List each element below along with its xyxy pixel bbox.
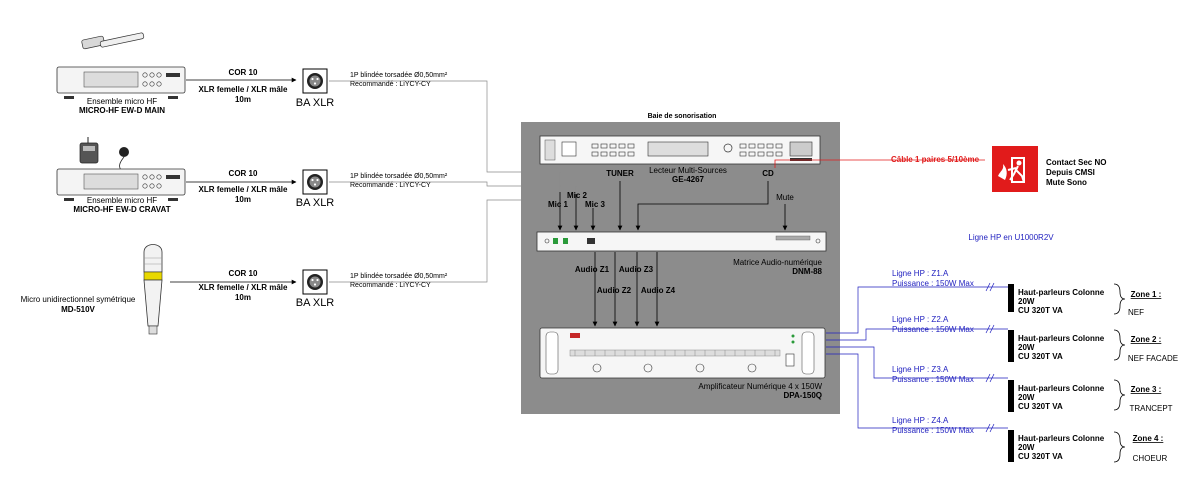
lavalier-mic-icon [119, 147, 129, 170]
zone-3-spk-model: CU 320T VA [1018, 402, 1063, 411]
zone-1-spk-w: 20W [1018, 297, 1035, 306]
zone-3-spk-name: Haut-parleurs Colonne [1018, 384, 1105, 393]
column-speaker-icon [1008, 430, 1014, 462]
amp-model: DPA-150Q [783, 391, 822, 400]
zone-2-label: NEF FACADE [1127, 354, 1179, 363]
zone-1-line: Ligne HP : Z1.A [892, 269, 949, 278]
speaker-lines [826, 269, 1008, 435]
xlr-box-2 [303, 170, 327, 194]
xlr-box-1-label: BA XLR [295, 97, 335, 109]
matrix-out-z4: Audio Z4 [640, 286, 676, 295]
fire-cable-label: Câble 1 paires 5/10ème [890, 155, 980, 164]
handheld-mic-icon [81, 32, 144, 49]
cable-3-type: XLR femelle / XLR mâle [198, 283, 288, 292]
cable-3-length: 10m [234, 293, 252, 302]
zone-2-power: Puissance : 150W Max [892, 325, 974, 334]
zone-1-power: Puissance : 150W Max [892, 279, 974, 288]
matrix-input-mic2: Mic 2 [566, 191, 588, 200]
speaker-zone-1 [1008, 284, 1161, 317]
matrix-input-mic1: Mic 1 [547, 200, 569, 209]
matrix-model: DNM-88 [792, 267, 822, 276]
fire-contact-line-1: Contact Sec NO [1046, 158, 1107, 167]
xlr-box-1 [303, 69, 327, 93]
matrix-out-z2: Audio Z2 [596, 286, 632, 295]
player-output-tuner: TUNER [606, 169, 634, 178]
amp-name: Amplificateur Numérique 4 x 150W [698, 382, 822, 391]
matrix-name: Matrice Audio-numérique [733, 258, 822, 267]
fire-contact-line-2: Depuis CMSI [1046, 168, 1095, 177]
zone-3-title: Zone 3 : [1130, 385, 1162, 394]
xlr-box-3-label: BA XLR [295, 297, 335, 309]
matrix-mute-label: Mute [776, 193, 794, 202]
cable-1-length: 10m [234, 95, 252, 104]
matrix-out-z1: Audio Z1 [574, 265, 610, 274]
cable-2-length: 10m [234, 195, 252, 204]
speaker-zone-3 [1008, 380, 1173, 413]
rack-title: Baie de sonorisation [647, 113, 717, 120]
zone-1-label: NEF [1128, 308, 1144, 317]
zone-4-spk-w: 20W [1018, 443, 1035, 452]
hf-receiver-unit [57, 67, 185, 99]
wire-1-spec: 1P blindée torsadée Ø0,50mm² [350, 72, 448, 79]
bodypack-icon [80, 137, 98, 163]
matrix-input-mic3: Mic 3 [584, 200, 606, 209]
amp-vents [575, 350, 775, 356]
column-speaker-icon [1008, 380, 1014, 412]
source-2-model: MICRO-HF EW-D CRAVAT [73, 205, 171, 214]
wire-3-reco: Recommandé : LiYCY-CY [350, 282, 431, 289]
column-speaker-icon [1008, 330, 1014, 362]
player-model: GE-4267 [671, 175, 705, 184]
cable-2-name: COR 10 [228, 169, 258, 178]
zone-4-spk-name: Haut-parleurs Colonne [1018, 434, 1105, 443]
cable-3-name: COR 10 [228, 269, 258, 278]
fire-contact-line-3: Mute Sono [1046, 178, 1087, 187]
cable-2-type: XLR femelle / XLR mâle [198, 185, 288, 194]
xlr-box-2-label: BA XLR [295, 197, 335, 209]
zone-3-power: Puissance : 150W Max [892, 375, 974, 384]
source-hf-cravat [57, 137, 185, 214]
speaker-zone-2 [1008, 330, 1178, 363]
player-name: Lecteur Multi-Sources [649, 166, 727, 175]
ba-xlr-boxes [296, 69, 335, 309]
source-2-name: Ensemble micro HF [86, 196, 158, 205]
xlr-box-3 [303, 270, 327, 294]
zone-2-title: Zone 2 : [1130, 335, 1162, 344]
player-output-cd: CD [762, 169, 774, 178]
wire-3-spec: 1P blindée torsadée Ø0,50mm² [350, 273, 448, 280]
source-1-name: Ensemble micro HF [86, 97, 158, 106]
source-hf-main [57, 32, 185, 115]
hp-line-note: Ligne HP en U1000R2V [968, 233, 1054, 242]
zone-3-label: TRANCEPT [1129, 404, 1173, 413]
speaker-zone-4 [1008, 430, 1168, 463]
zone-4-title: Zone 4 : [1132, 434, 1164, 443]
zone-3-line: Ligne HP : Z3.A [892, 365, 949, 374]
zone-4-power: Puissance : 150W Max [892, 426, 974, 435]
source-3-name: Micro unidirectionnel symétrique [20, 295, 136, 304]
zone-2-spk-model: CU 320T VA [1018, 352, 1063, 361]
source-3-model: MD-510V [61, 305, 95, 314]
zone-1-title: Zone 1 : [1130, 290, 1162, 299]
wired-mic-icon [144, 245, 162, 335]
zone-4-spk-model: CU 320T VA [1018, 452, 1063, 461]
source-1-model: MICRO-HF EW-D MAIN [78, 106, 166, 115]
wire-2-spec: 1P blindée torsadée Ø0,50mm² [350, 173, 448, 180]
source-cables [170, 68, 296, 302]
zone-2-spk-name: Haut-parleurs Colonne [1018, 334, 1105, 343]
zone-1-spk-model: CU 320T VA [1018, 306, 1063, 315]
zone-3-spk-w: 20W [1018, 393, 1035, 402]
zone-4-line: Ligne HP : Z4.A [892, 416, 949, 425]
matrix-out-z3: Audio Z3 [618, 265, 654, 274]
column-speaker-icon [1008, 284, 1014, 312]
cable-1-type: XLR femelle / XLR mâle [198, 85, 288, 94]
wire-2-reco: Recommandé : LiYCY-CY [350, 182, 431, 189]
zone-1-spk-name: Haut-parleurs Colonne [1018, 288, 1105, 297]
zone-2-line: Ligne HP : Z2.A [892, 315, 949, 324]
zone-4-label: CHOEUR [1132, 454, 1168, 463]
wire-1-reco: Recommandé : LiYCY-CY [350, 81, 431, 88]
zone-2-spk-w: 20W [1018, 343, 1035, 352]
cable-1-name: COR 10 [228, 68, 258, 77]
source-wired-mic [21, 245, 162, 335]
